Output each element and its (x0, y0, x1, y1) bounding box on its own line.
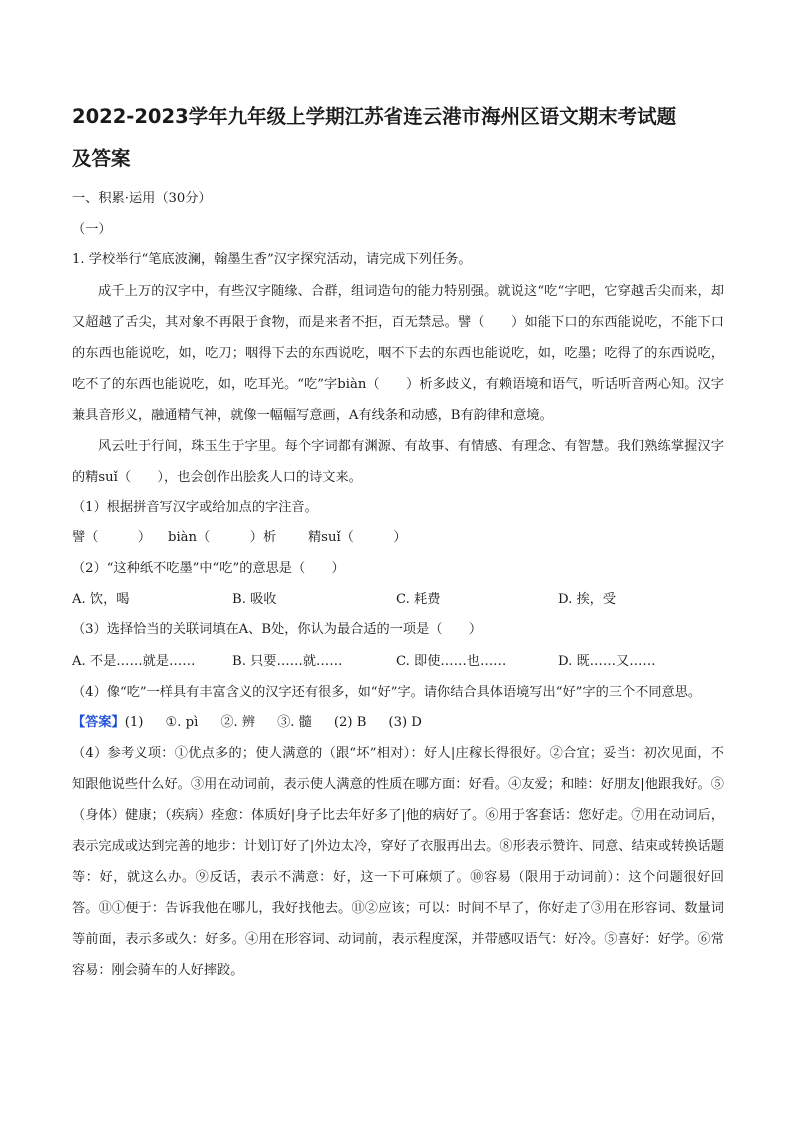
question-1-4: （4）像“吃”一样具有丰富含义的汉字还有很多，如“好”字。请你结合具体语境写出“好”字的三个不同意思。 (72, 684, 702, 700)
option-a: A. 饮，喝 (72, 592, 130, 607)
passage-paragraph-1: 成千上万的汉字中，有些汉字随缘、合群，组词造句的能力特别强。就说这“吃“字吧，它穿越舌尖而来，却又超越了舌尖，其对象不再限于食物，而是来者不拒，百无禁忌。譬（ ）如能下口的东西能说吃，不能下口的东西也能说吃，如，吃刀；咽得下去的东西说吃，咽不下去的东西也能说吃，如，吃墨；吃得了的东西说吃，吃不了的东西也能说吃，如，吃耳光。“吃”字biàn（ ）析多歧义，有赖语境和语气，听话听音两心知。汉字兼具音形义，融通精气神，就像一幅幅写意画，A有线条和动感，B有韵律和意境。 (72, 283, 724, 423)
answer-4-text: （4）参考义项：①优点多的；使人满意的（跟“坏”相对）：好人|庄稼长得很好。②合宜；妥当：初次见面，不知跟他说些什么好。③用在动词前，表示使人满意的性质在哪方面：好看。④友爱；和睦：好朋友|他跟我好。⑤（身体）健康；（疾病）痊愈：体质好|身子比去年好多了|他的病好了。⑥用于客套话：您好走。⑦用在动词后，表示完成或达到完善的地步：计划订好了|外边太冷，穿好了衣服再出去。⑧形表示赞许、同意、结束或转换话题等：好，就这么办。⑨反话，表示不满意：好，这一下可麻烦了。⑩容易（限用于动词前）：这个问题很好回答。⑪①便于：告诉我他在哪儿，我好找他去。⑪②应该；可以：时间不早了，你好走了③用在形容词、数量词等前面，表示多或久：好多。④用在形容词、动词前，表示程度深，并带感叹语气：好冷。⑤喜好：好学。⑥常容易：刚会骑车的人好摔跤。 (72, 746, 724, 978)
title-line-1: 2022-2023学年九年级上学期江苏省连云港市海州区语文期末考试题 (72, 105, 677, 128)
blank-sui: 精suǐ（ ） (308, 530, 407, 545)
subsection-heading: （一） (72, 221, 112, 237)
option-c: C. 耗费 (396, 592, 441, 607)
option-b: B. 吸收 (232, 592, 277, 607)
title-line-2: 及答案 (72, 147, 131, 170)
answer-line (72, 708, 724, 739)
option-d: D. 既……又…… (558, 653, 656, 669)
answer-item: (1) (124, 714, 144, 730)
question-1-1: （1）根据拼音写汉字或给加点的字注音。 (72, 499, 318, 515)
document-title (72, 96, 724, 180)
answer-item: ②. 辨 (220, 714, 256, 730)
document-page (72, 96, 724, 986)
section-heading: 一、积累·运用（30分） (72, 191, 212, 206)
option-d: D. 挨，受 (558, 592, 617, 607)
question-1-2: （2）“这种纸不吃墨”中“吃”的意思是（ ） (72, 560, 345, 576)
answer-item: (3) D (388, 714, 422, 730)
answer-item: ①. pì (165, 714, 199, 730)
question-1-1-blanks (72, 523, 724, 554)
answer-item: ③. 髓 (277, 714, 312, 730)
question-1-intro: 1. 学校举行“笔底波澜，翰墨生香”汉字探究活动，请完成下列任务。 (72, 252, 472, 267)
question-1-3-options (72, 646, 724, 677)
answer-label: 【答案】 (72, 714, 125, 730)
question-1-2-options (72, 584, 724, 615)
answer-item: (2) B (333, 714, 367, 730)
question-1-3: （3）选择恰当的关联词填在A、B处，你认为最合适的一项是（ ） (72, 622, 483, 637)
blank-bian: biàn（ ）析 (168, 530, 277, 545)
option-c: C. 即使……也…… (396, 653, 507, 669)
option-b: B. 只要……就…… (232, 653, 343, 669)
option-a: A. 不是……就是…… (72, 653, 196, 669)
passage-paragraph-2: 风云吐于行间，珠玉生于字里。每个字词都有渊源、有故事、有情感、有理念、有智慧。我们熟练掌握汉字的精suǐ（ ），也会创作出脍炙人口的诗文来。 (72, 438, 724, 485)
blank-pi: 譬（ ） (72, 530, 152, 545)
